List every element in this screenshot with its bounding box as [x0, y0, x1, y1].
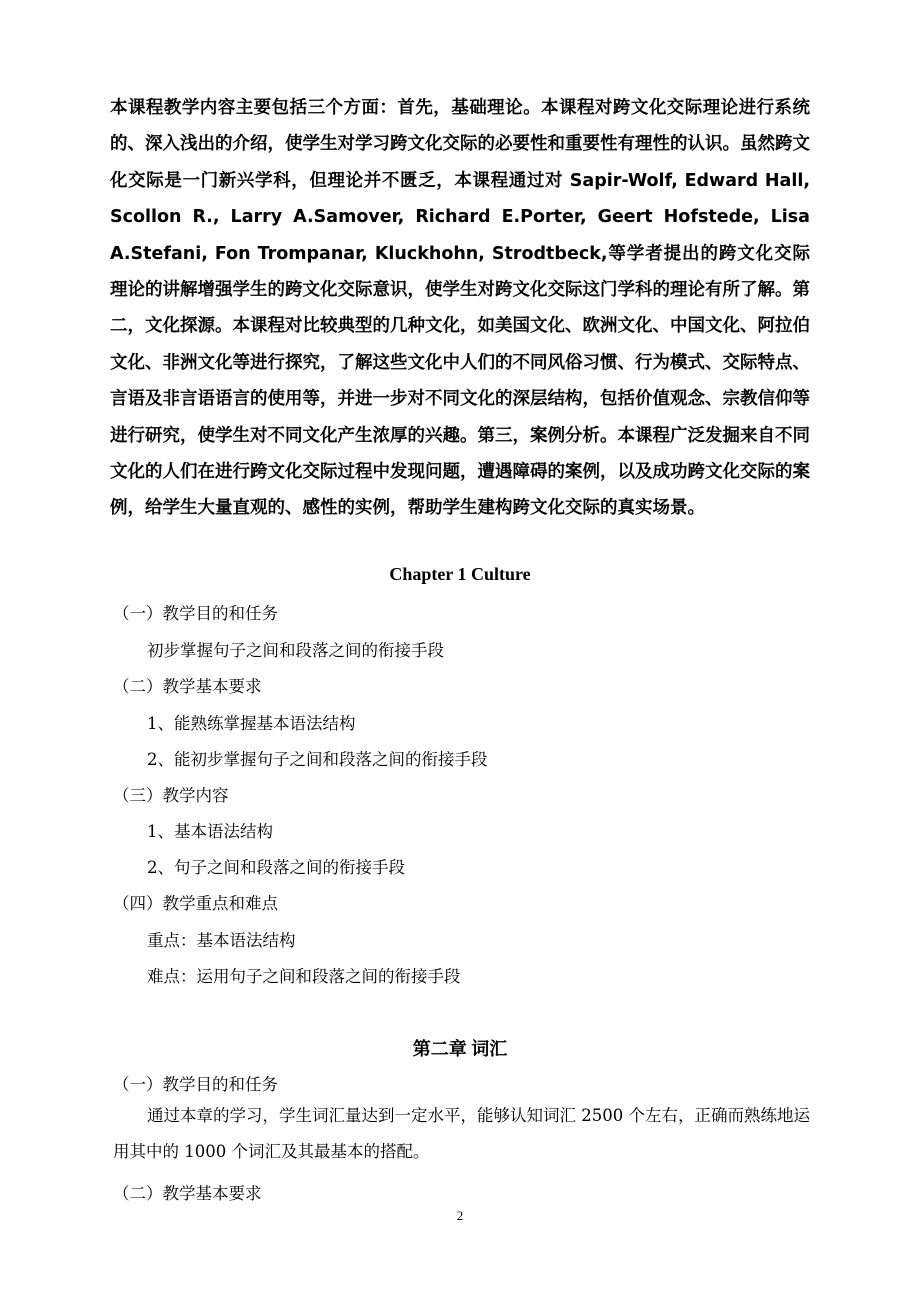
ch2-section-1-text: 通过本章的学习，学生词汇量达到一定水平，能够认知词汇 2500 个左右，正确而熟练地运用其中的 1000 个词汇及其最基本的搭配。 — [113, 1106, 810, 1161]
ch1-section-3-item-2: 2、句子之间和段落之间的衔接手段 — [147, 858, 405, 877]
ch1-section-1-heading: （一）教学目的和任务 — [113, 604, 278, 623]
ch1-difficult-point: 难点：运用句子之间和段落之间的衔接手段 — [147, 967, 461, 986]
ch1-section-3-heading: （三）教学内容 — [113, 786, 229, 805]
intro-paragraph: 本课程教学内容主要包括三个方面：首先，基础理论。本课程对跨文化交际理论进行系统的、深入浅出的介绍，使学生对学习跨文化交际的必要性和重要性有理性的认识。虽然跨文化交际是一门新兴学科，但理论并不匮乏，本课程通过对 Sapir-Wolf, Edward Hall, Scollon R., Larry A.Samover, Richard E.Porter, Geert Hofstede, Lisa A.Stefani, Fon Trompanar, Kluckhohn, Strodtbeck,等学者提出的跨文化交际理论的讲解增强学生的跨文化交际意识，使学生对跨文化交际这门学科的理论有所了解。第二，文化探源。本课程对比较典型的几种文化，如美国文化、欧洲文化、中国文化、阿拉伯文化、非洲文化等进行探究，了解这些文化中人们的不同风俗习惯、行为模式、交际特点、言语及非言语语言的使用等，并进一步对不同文化的深层结构，包括价值观念、宗教信仰等进行研究，使学生对不同文化产生浓厚的兴趣。第三，案例分析。本课程广泛发掘来自不同文化的人们在进行跨文化交际过程中发现问题，遭遇障碍的案例，以及成功跨文化交际的案例，给学生大量直观的、感性的实例，帮助学生建构跨文化交际的真实场景。 — [110, 98, 810, 519]
ch1-section-1-text: 初步掌握句子之间和段落之间的衔接手段 — [147, 641, 444, 660]
chapter-2-title: 第二章 词汇 — [412, 1039, 508, 1059]
ch1-section-2-item-1: 1、能熟练掌握基本语法结构 — [147, 714, 356, 733]
ch1-key-point: 重点：基本语法结构 — [147, 931, 296, 950]
chapter-1-title: Chapter 1 Culture — [389, 564, 531, 584]
ch1-section-3-item-1: 1、基本语法结构 — [147, 822, 273, 841]
ch1-section-2-item-2: 2、能初步掌握句子之间和段落之间的衔接手段 — [147, 750, 488, 769]
ch2-section-2-heading: （二）教学基本要求 — [113, 1184, 262, 1203]
ch2-section-1-heading: （一）教学目的和任务 — [113, 1075, 278, 1094]
ch1-section-2-heading: （二）教学基本要求 — [113, 677, 262, 696]
ch1-section-4-heading: （四）教学重点和难点 — [113, 894, 278, 913]
page-number: 2 — [456, 1208, 464, 1223]
